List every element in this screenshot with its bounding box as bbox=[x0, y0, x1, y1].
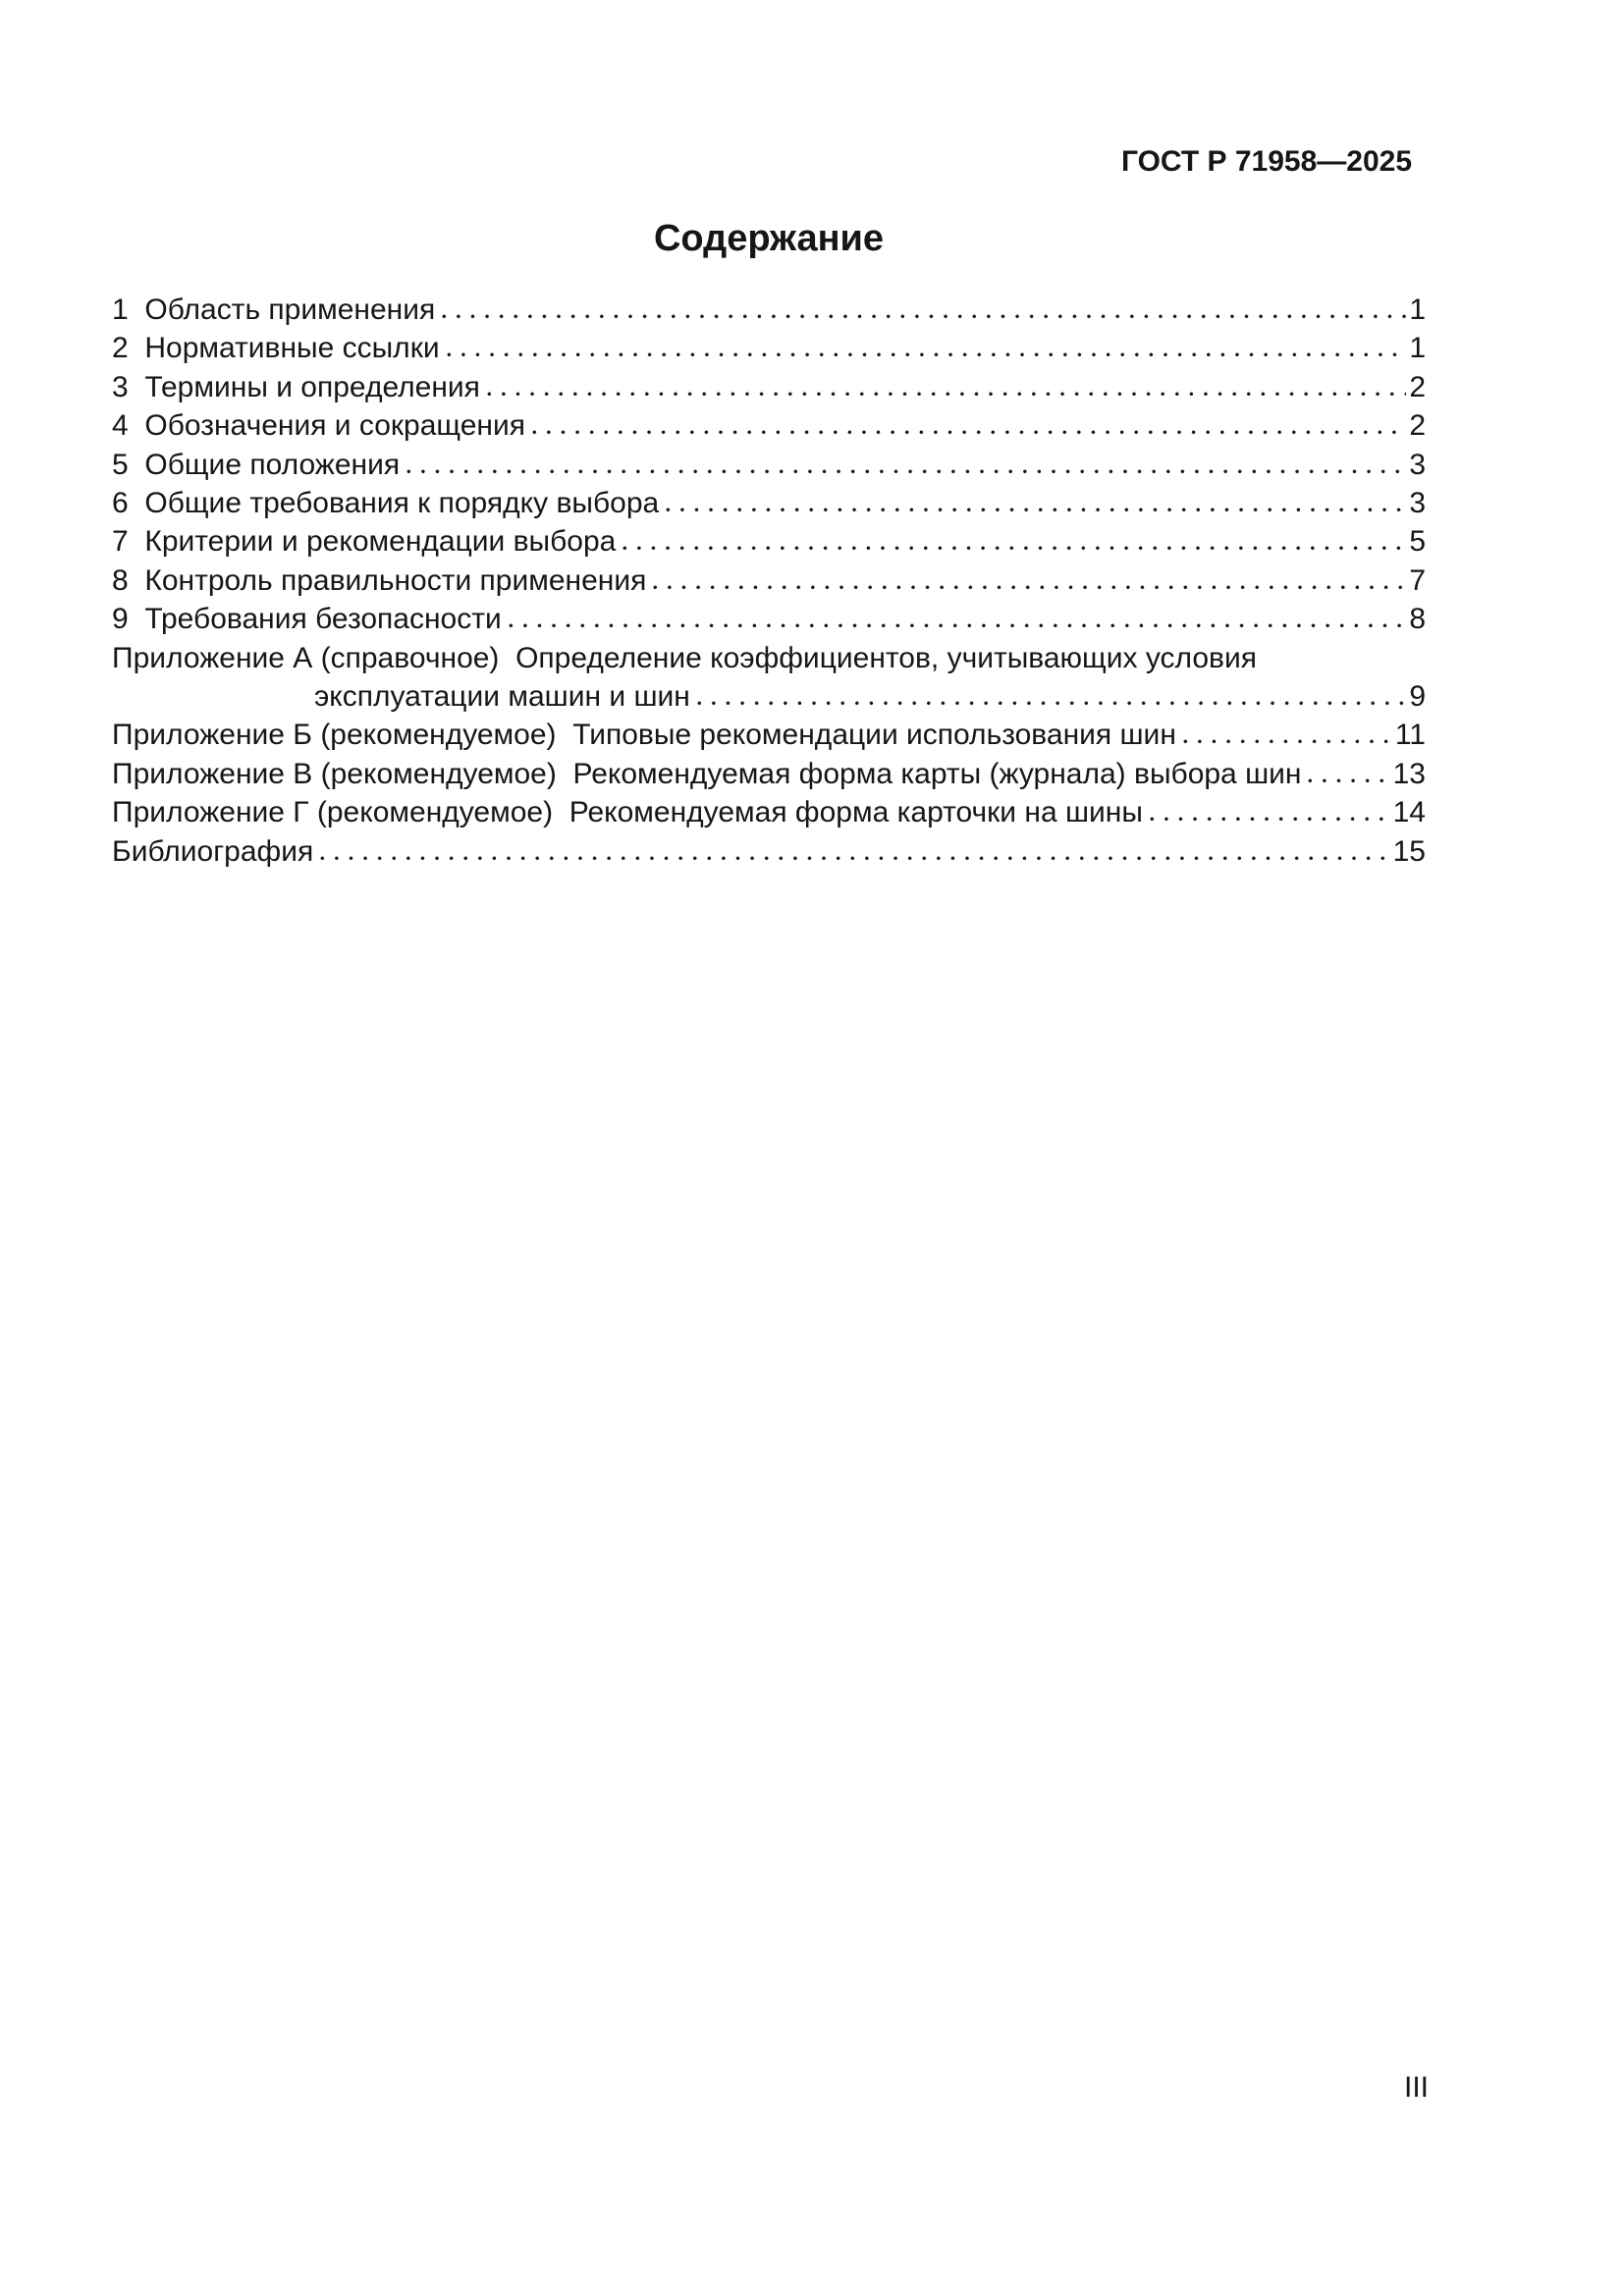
dot-leader bbox=[697, 701, 1406, 706]
toc-page-number: 1 bbox=[1409, 332, 1426, 365]
toc-entry bbox=[112, 522, 1426, 561]
toc-entry bbox=[112, 484, 1426, 522]
toc-page-number: 11 bbox=[1394, 719, 1426, 752]
toc-title: Содержание bbox=[653, 218, 885, 259]
toc-page-number: 8 bbox=[1409, 603, 1426, 636]
toc-entry bbox=[112, 600, 1426, 638]
dot-leader bbox=[447, 352, 1407, 357]
toc-entry bbox=[112, 793, 1426, 831]
toc-page-number: 1 bbox=[1409, 294, 1426, 326]
toc-page-number: 14 bbox=[1392, 796, 1426, 829]
dot-leader bbox=[1150, 817, 1390, 822]
toc-entry-label: 2 Нормативные ссылки bbox=[112, 332, 440, 365]
toc-entry-label: 1 Область применения bbox=[112, 294, 436, 326]
toc-entry-label: 7 Критерии и рекомендации выбора bbox=[112, 525, 617, 559]
toc-entry-label: 6 Общие требования к порядку выбора bbox=[112, 487, 660, 520]
toc-entry-label: 5 Общие положения bbox=[112, 448, 401, 481]
dot-leader bbox=[1308, 778, 1389, 783]
document-code-header: ГОСТ Р 71958—2025 bbox=[1120, 145, 1412, 178]
toc-entry-label: Приложение В (рекомендуемое) Рекомендуемая форма карты (журнала) выбора шин bbox=[112, 757, 1302, 790]
toc-entry bbox=[112, 716, 1426, 754]
dot-leader bbox=[666, 507, 1406, 512]
dot-leader bbox=[532, 430, 1406, 435]
toc-entry-label: Приложение Б (рекомендуемое) Типовые рекомендации использования шин bbox=[112, 719, 1176, 752]
toc-entry bbox=[112, 446, 1426, 484]
toc-entry-appendix-a-line1 bbox=[112, 639, 1426, 677]
toc-entry-label: 3 Термины и определения bbox=[112, 370, 480, 403]
toc-page-number: 5 bbox=[1409, 525, 1426, 559]
toc-page-number: 2 bbox=[1409, 409, 1426, 443]
toc-page-number: 15 bbox=[1392, 834, 1426, 868]
toc-page-number: 2 bbox=[1409, 370, 1426, 403]
page-number-roman: III bbox=[1403, 2071, 1429, 2104]
dot-leader bbox=[1183, 739, 1392, 744]
toc-entry bbox=[112, 832, 1426, 871]
dot-leader bbox=[406, 469, 1406, 474]
dot-leader bbox=[320, 856, 1389, 861]
toc-page-number: 7 bbox=[1409, 563, 1426, 597]
toc-entry bbox=[112, 368, 1426, 406]
toc-page-number: 3 bbox=[1409, 448, 1426, 481]
toc-entry-appendix-a-line2 bbox=[112, 677, 1426, 716]
toc-entry bbox=[112, 291, 1426, 329]
dot-leader bbox=[653, 585, 1406, 590]
dot-leader bbox=[509, 623, 1407, 628]
toc-entry-label: Приложение Г (рекомендуемое) Рекомендуемая форма карточки на шины bbox=[112, 796, 1143, 829]
dot-leader bbox=[442, 314, 1406, 319]
dot-leader bbox=[623, 546, 1406, 551]
toc-entry bbox=[112, 406, 1426, 445]
table-of-contents bbox=[112, 291, 1426, 871]
toc-entry-label: 4 Обозначения и сокращения bbox=[112, 409, 525, 443]
toc-page-number: 3 bbox=[1409, 487, 1426, 520]
toc-page-number: 13 bbox=[1392, 757, 1426, 790]
toc-entry bbox=[112, 329, 1426, 367]
toc-entry-label: эксплуатации машин и шин bbox=[314, 680, 690, 714]
toc-entry-label: 8 Контроль правильности применения bbox=[112, 563, 647, 597]
toc-entry-label: 9 Требования безопасности bbox=[112, 603, 502, 636]
toc-page-number: 9 bbox=[1409, 680, 1426, 714]
toc-entry-label: Библиография bbox=[112, 834, 314, 868]
toc-entry bbox=[112, 561, 1426, 600]
toc-entry bbox=[112, 755, 1426, 793]
toc-entry-label: Приложение А (справочное) Определение коэффициентов, учитывающих условия bbox=[112, 641, 1257, 674]
dot-leader bbox=[487, 392, 1406, 397]
